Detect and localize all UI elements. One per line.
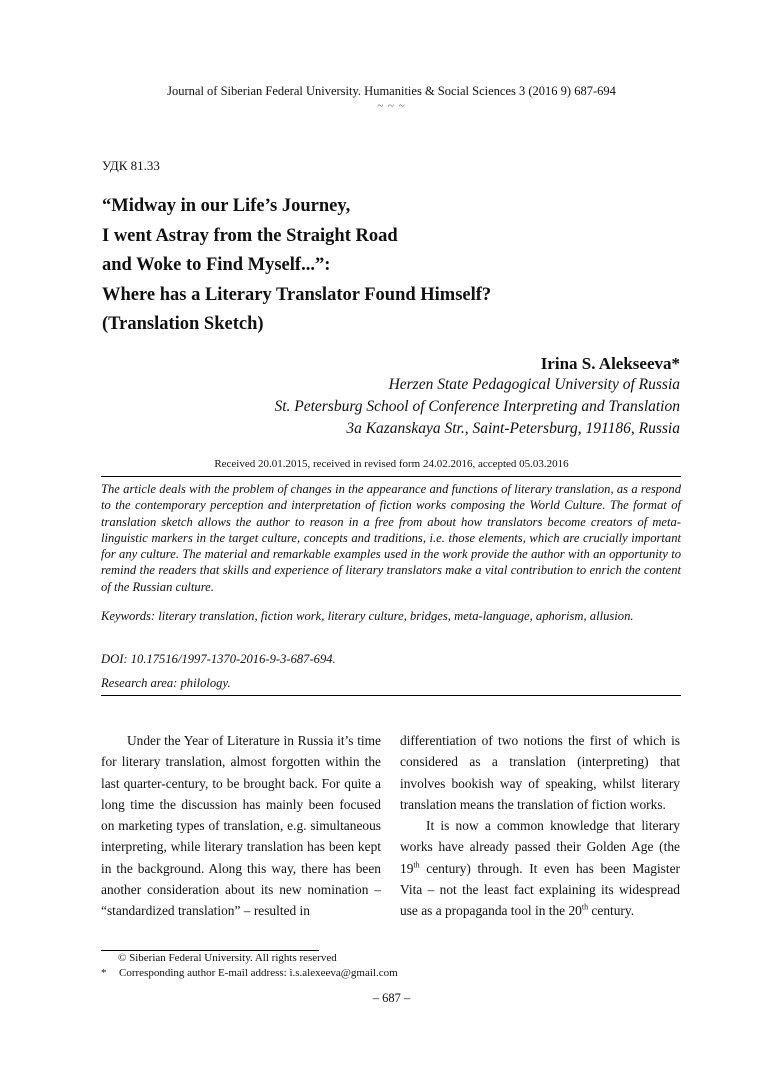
title-line: “Midway in our Life’s Journey, bbox=[102, 196, 351, 216]
body-column-right bbox=[400, 730, 680, 922]
affiliation-line: 3a Kazanskaya Str., Saint-Petersburg, 191186, Russia bbox=[346, 420, 680, 437]
affiliation-line: Herzen State Pedagogical University of Russia bbox=[388, 376, 680, 393]
page-number: – 687 – bbox=[372, 991, 411, 1005]
journal-header: Journal of Siberian Federal University. Humanities & Social Sciences 3 (2016 9) 687-694 bbox=[167, 84, 616, 98]
udk-code: УДК 81.33 bbox=[102, 158, 160, 173]
footnote-rule bbox=[101, 950, 319, 951]
footnote-marker: * bbox=[101, 967, 107, 979]
author-name: Irina S. Alekseeva* bbox=[540, 354, 680, 373]
author-affiliation bbox=[274, 374, 680, 440]
title-line: Where has a Literary Translator Found Himself? bbox=[102, 284, 492, 305]
body-paragraph: differentiation of two notions the first of which is considered as a translation (interpreting) that involves bookish way of speaking, whilst literary translation means the translation of fiction works. bbox=[400, 733, 680, 812]
corresponding-author-footnote bbox=[101, 967, 398, 979]
doi: DOI: 10.17516/1997-1370-2016-9-3-687-694. bbox=[101, 652, 336, 666]
corresponding-author-email: Corresponding author E-mail address: i.s.alexeeva@gmail.com bbox=[119, 967, 398, 979]
header-ornament: ~ ~ ~ bbox=[377, 100, 406, 112]
affiliation-line: St. Petersburg School of Conference Interpreting and Translation bbox=[274, 398, 680, 415]
title-line: (Translation Sketch) bbox=[102, 314, 264, 334]
abstract-top-rule bbox=[101, 476, 681, 477]
keywords: Keywords: literary translation, fiction work, literary culture, bridges, meta-language, aphorism, allusion. bbox=[101, 609, 634, 623]
abstract: The article deals with the problem of changes in the appearance and functions of literary translation, as a respond to the contemporary perception and interpretation of fiction works composing the World Culture. The format of translation sketch allows the author to reason in a free from about how translators become creators of meta-linguistic markers in the target culture, concepts and traditions, i.e. those elements, which are crucially important for any culture. The material and remarkable examples used in the work provide the author with an opportunity to remind the readers that skills and experience of literary translators make a vital contribution to enrich the content of the Russian culture. bbox=[101, 482, 681, 594]
article-title bbox=[102, 192, 491, 340]
title-line: and Woke to Find Myself...”: bbox=[102, 255, 331, 275]
body-text: century. bbox=[588, 903, 635, 919]
abstract-bottom-rule bbox=[101, 695, 681, 696]
superscript: th bbox=[413, 860, 420, 870]
body-paragraph: Under the Year of Literature in Russia it’s time for literary translation, almost forgotten within the last quarter-century, to be brought back. For quite a long time the discussion has mainly been focused on marketing types of translation, e.g. simultaneous interpreting, while literary translation has been kept in the background. Along this way, there has been another consideration about its new nomination – “standardized translation” – resulted in bbox=[101, 733, 381, 919]
superscript: th bbox=[581, 902, 589, 912]
copyright-footnote: © Siberian Federal University. All rights reserved bbox=[118, 952, 337, 964]
body-column-left bbox=[101, 730, 381, 922]
body-text: It is now a common knowledge that literary works have already passed their Golden Age (the 19 bbox=[400, 818, 680, 876]
research-area: Research area: philology. bbox=[101, 676, 231, 690]
title-line: I went Astray from the Straight Road bbox=[102, 225, 398, 246]
body-text: century) through. It even has been Magister Vita – not the least fact explaining its widespread use as a propaganda tool in the 20 bbox=[400, 860, 680, 919]
received-dates: Received 20.01.2015, received in revised form 24.02.2016, accepted 05.03.2016 bbox=[214, 458, 569, 470]
body-paragraph bbox=[400, 815, 680, 921]
